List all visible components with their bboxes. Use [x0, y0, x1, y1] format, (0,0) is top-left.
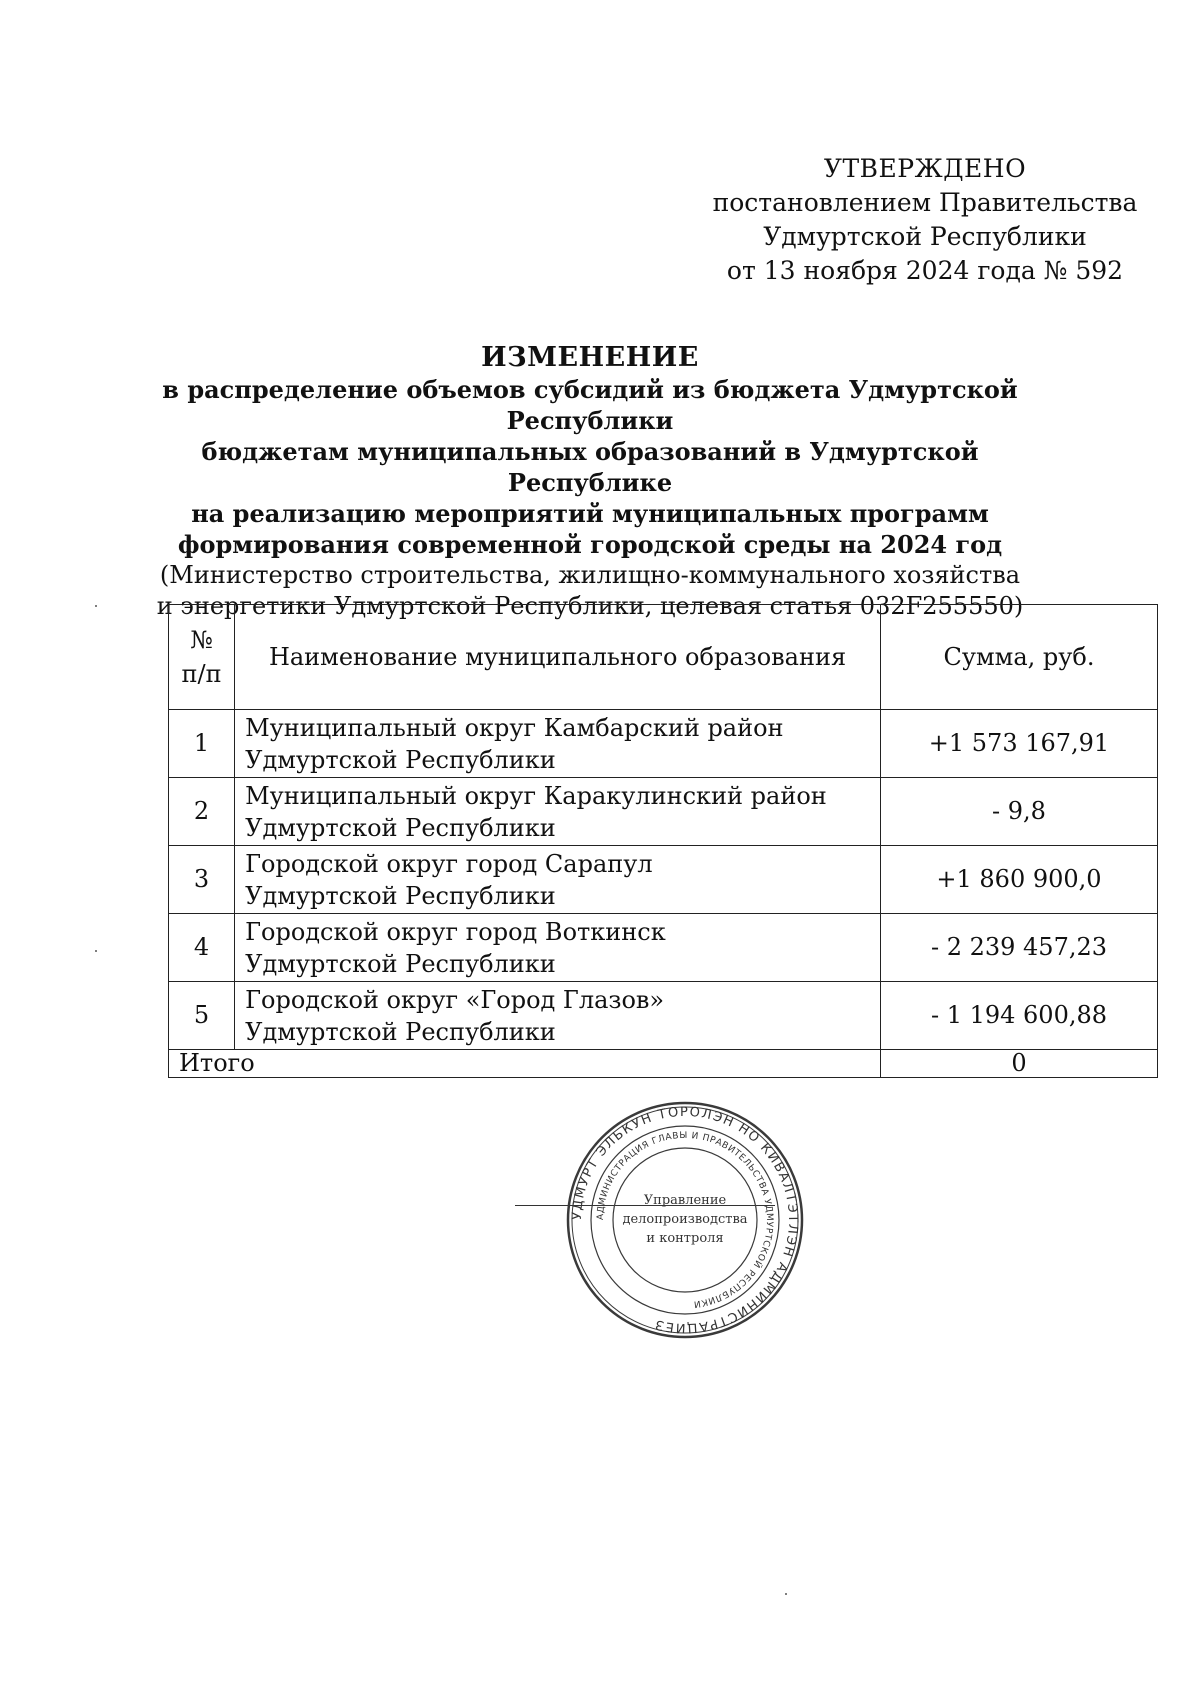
- table-row: [169, 710, 1158, 778]
- row-sum: - 2 239 457,23: [880, 914, 1157, 982]
- title-note-line-2: и энергетики Удмуртской Республики, целевая статья 032F255550): [156, 592, 1024, 620]
- row-num: 2: [169, 778, 235, 846]
- scan-speck: [95, 605, 97, 607]
- document-heading: ИЗМЕНЕНИЕ: [481, 342, 699, 373]
- row-num: 1: [169, 710, 235, 778]
- subsidy-table: [168, 604, 1158, 1078]
- header-num-sign: №: [190, 626, 213, 654]
- header-num: [169, 605, 235, 710]
- row-num: 4: [169, 914, 235, 982]
- row-name-line-2: Удмуртской Республики: [245, 1017, 556, 1046]
- table-total-row: [169, 1050, 1158, 1078]
- approval-line-2: постановлением Правительства: [712, 188, 1138, 217]
- row-name-line-1: Городской округ город Сарапул: [245, 849, 653, 878]
- row-num: 3: [169, 846, 235, 914]
- row-name: [235, 982, 881, 1050]
- seal-center-line-1: Управление: [643, 1193, 727, 1208]
- row-name-line-1: Городской округ «Город Глазов»: [245, 985, 665, 1014]
- total-value: 0: [880, 1050, 1157, 1078]
- title-line-1: в распределение объемов субсидий из бюджета Удмуртской Республики: [162, 375, 1018, 435]
- table-row: [169, 778, 1158, 846]
- header-sum: Сумма, руб.: [880, 605, 1157, 710]
- header-num-label: п/п: [181, 660, 222, 688]
- scan-speck: [785, 1593, 787, 1595]
- row-sum: +1 860 900,0: [880, 846, 1157, 914]
- seal-center-line-3: и контроля: [646, 1231, 724, 1246]
- table-row: [169, 982, 1158, 1050]
- row-num: 5: [169, 982, 235, 1050]
- row-name: [235, 914, 881, 982]
- seal-inner-text: АДМИНИСТРАЦИЯ ГЛАВЫ И ПРАВИТЕЛЬСТВА УДМУРТСКОЙ РЕСПУБЛИКИ: [595, 1130, 775, 1309]
- title-note-line-1: (Министерство строительства, жилищно-коммунального хозяйства: [159, 561, 1021, 589]
- scan-speck: [95, 950, 97, 952]
- row-sum: - 9,8: [880, 778, 1157, 846]
- row-name-line-1: Городской округ город Воткинск: [245, 917, 666, 946]
- approval-line-3: Удмуртской Республики: [763, 222, 1087, 251]
- row-name-line-2: Удмуртской Республики: [245, 949, 556, 978]
- row-name: [235, 710, 881, 778]
- row-name: [235, 846, 881, 914]
- approval-block: [700, 152, 1150, 288]
- row-name-line-1: Муниципальный округ Каракулинский район: [245, 781, 827, 810]
- row-sum: - 1 194 600,88: [880, 982, 1157, 1050]
- row-name-line-2: Удмуртской Республики: [245, 745, 556, 774]
- approval-line-4: от 13 ноября 2024 года № 592: [726, 256, 1124, 285]
- table-header-row: [169, 605, 1158, 710]
- document-title-block: [150, 342, 1030, 622]
- table-row: [169, 914, 1158, 982]
- row-name: [235, 778, 881, 846]
- seal-center-line-2: делопроизводства: [622, 1212, 748, 1227]
- header-name: Наименование муниципального образования: [235, 605, 881, 710]
- title-line-4: формирования современной городской среды на 2024 год: [177, 530, 1003, 559]
- row-name-line-1: Муниципальный округ Камбарский район: [245, 713, 784, 742]
- row-name-line-2: Удмуртской Республики: [245, 813, 556, 842]
- approval-title: УТВЕРЖДЕНО: [823, 154, 1027, 183]
- table-row: [169, 846, 1158, 914]
- seal-outer-text: УДМУРТ ЭЛЬКУН ТОРОЛЭН НО КИВАЛТЭТЛЭН АДМИНИСТРАЦИЕЗ: [569, 1104, 801, 1336]
- title-line-2: бюджетам муниципальных образований в Удмуртской Республике: [201, 437, 979, 497]
- row-name-line-2: Удмуртской Республики: [245, 881, 556, 910]
- total-label: Итого: [169, 1050, 881, 1078]
- title-line-3: на реализацию мероприятий муниципальных программ: [191, 499, 989, 528]
- official-seal-icon: [565, 1100, 805, 1340]
- row-sum: +1 573 167,91: [880, 710, 1157, 778]
